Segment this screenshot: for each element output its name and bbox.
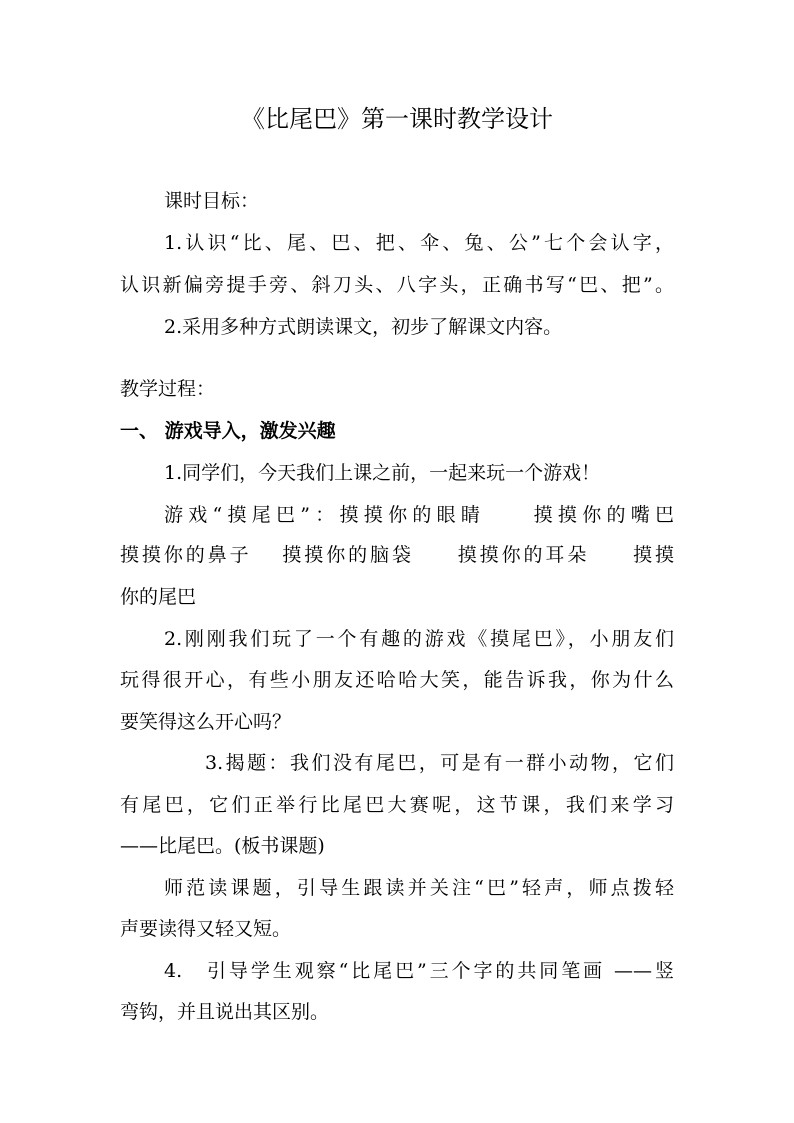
paragraph-2-line-3: 要笑得这么开心吗？ xyxy=(120,711,292,733)
game-line-2: 摸摸你的鼻子 摸摸你的脑袋 摸摸你的耳朵 摸摸 xyxy=(120,544,674,566)
paragraph-2-line-1: 2.刚刚我们玩了一个有趣的游戏《摸尾巴》，小朋友们 xyxy=(164,628,674,650)
objective-2: 2.采用多种方式朗读课文，初步了解课文内容。 xyxy=(164,316,563,338)
paragraph-4-line-1: 师范读课题，引导生跟读并关注“巴”轻声，师点拨轻 xyxy=(164,877,674,899)
game-line-3: 你的尾巴 xyxy=(120,586,197,608)
objectives-heading: 课时目标： xyxy=(164,190,260,212)
page-title: 《比尾巴》第一课时教学设计 xyxy=(241,105,553,133)
objective-1-line-2: 认识新偏旁提手旁、斜刀头、八字头，正确书写“巴、把”。 xyxy=(120,274,674,296)
process-heading: 教学过程： xyxy=(120,378,216,400)
paragraph-5-line-1: 4. 引导学生观察“比尾巴”三个字的共同笔画 ——竖 xyxy=(164,960,674,982)
paragraph-4-line-2: 声要读得又轻又短。 xyxy=(120,918,292,940)
paragraph-2-line-2: 玩得很开心，有些小朋友还哈哈大笑，能告诉我，你为什么 xyxy=(120,669,674,691)
game-line-1: 游戏“摸尾巴”：摸摸你的眼睛 摸摸你的嘴巴 xyxy=(164,504,674,526)
objective-1-line-1: 1.认识“比、尾、巴、把、伞、兔、公”七个会认字， xyxy=(164,232,674,254)
paragraph-3-line-2: 有尾巴，它们正举行比尾巴大赛呢，这节课，我们来学习 xyxy=(120,794,674,816)
paragraph-5-line-2: 弯钩，并且说出其区别。 xyxy=(120,1001,330,1023)
paragraph-3-line-1: 3.揭题：我们没有尾巴，可是有一群小动物，它们 xyxy=(205,752,674,774)
section-1-heading: 一、 游戏导入，激发兴趣 xyxy=(120,420,336,442)
paragraph-3-line-3: ——比尾巴。(板书课题) xyxy=(120,835,325,857)
paragraph-1: 1.同学们，今天我们上课之前，一起来玩一个游戏！ xyxy=(164,462,601,484)
